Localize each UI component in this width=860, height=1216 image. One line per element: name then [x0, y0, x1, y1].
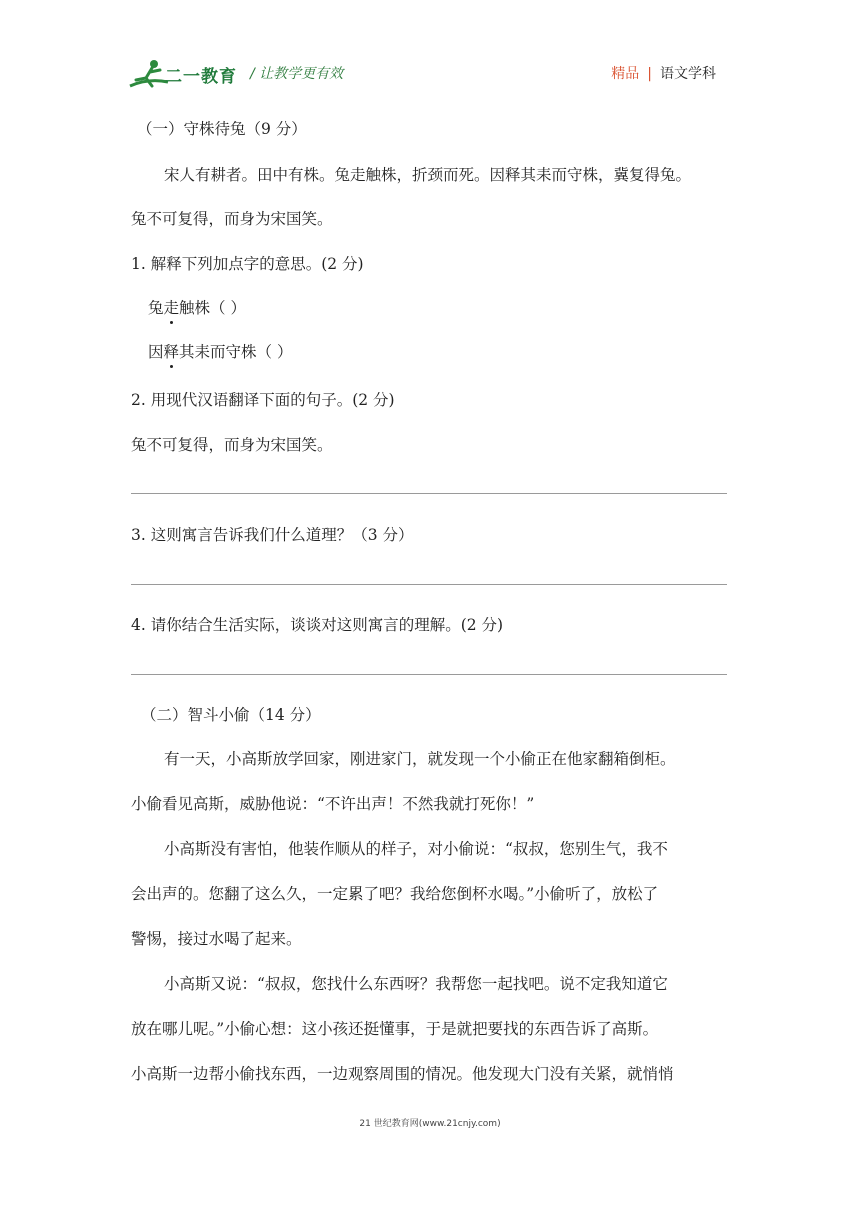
logo-text: 二一教育 [165, 67, 237, 87]
story-line-5: 警惕，接过水喝了起来。 [131, 930, 302, 948]
header-right [611, 63, 716, 83]
story-line-1: 有一天，小高斯放学回家，刚进家门，就发现一个小偷正在他家翻箱倒柜。 [164, 750, 676, 768]
question-4: 4. 请你结合生活实际，谈谈对这则寓言的理解。(2 分) [131, 616, 504, 634]
passage-line-1: 宋人有耕者。田中有株。兔走触株，折颈而死。因释其耒而守株，冀复得兔。 [164, 166, 692, 184]
section2-title: （二）智斗小偷（14 分） [141, 706, 321, 724]
story-line-2: 小偷看见高斯，威胁他说：“不许出声！不然我就打死你！” [131, 795, 535, 813]
question-1-item-b [148, 340, 292, 362]
page-header [0, 0, 860, 100]
story-line-3: 小高斯没有害怕，他装作顺从的样子，对小偷说：“叔叔，您别生气，我不 [164, 840, 668, 858]
subject-label: 语文学科 [660, 66, 716, 82]
answer-line-4 [131, 674, 727, 675]
header-separator: | [647, 66, 652, 82]
story-line-6: 小高斯又说：“叔叔，您找什么东西呀？我帮您一起找吧。说不定我知道它 [164, 975, 668, 993]
story-line-4: 会出声的。您翻了这么久，一定累了吧？我给您倒杯水喝。”小偷听了，放松了 [131, 885, 659, 903]
answer-line-3 [131, 584, 727, 585]
item-b-post: 其耒而守株（ ） [179, 343, 293, 361]
item-b-dotted-char: 释 [164, 340, 180, 362]
item-a-dotted-char: 走 [164, 296, 180, 318]
item-a-post: 触株（ ） [179, 299, 246, 317]
section1-title: （一）守株待兔（9 分） [137, 120, 307, 138]
question-1-item-a [148, 296, 246, 318]
answer-line-2 [131, 493, 727, 494]
question-3: 3. 这则寓言告诉我们什么道理？（3 分） [131, 526, 414, 544]
page-footer: 21 世纪教育网(www.21cnjy.com) [359, 1119, 501, 1129]
slogan: / 让教学更有效 [250, 66, 344, 82]
quality-label: 精品 [611, 66, 640, 82]
question-2: 2. 用现代汉语翻译下面的句子。(2 分) [131, 391, 395, 409]
item-b-pre: 因 [148, 343, 164, 361]
question-2-sentence: 兔不可复得，而身为宋国笑。 [131, 436, 333, 454]
story-line-8: 小高斯一边帮小偷找东西，一边观察周围的情况。他发现大门没有关紧，就悄悄 [131, 1065, 674, 1083]
question-1: 1. 解释下列加点字的意思。(2 分) [131, 255, 364, 273]
story-line-7: 放在哪儿呢。”小偷心想：这小孩还挺懂事，于是就把要找的东西告诉了高斯。 [131, 1020, 659, 1038]
passage-line-2: 兔不可复得，而身为宋国笑。 [131, 210, 333, 228]
item-a-pre: 兔 [148, 299, 164, 317]
